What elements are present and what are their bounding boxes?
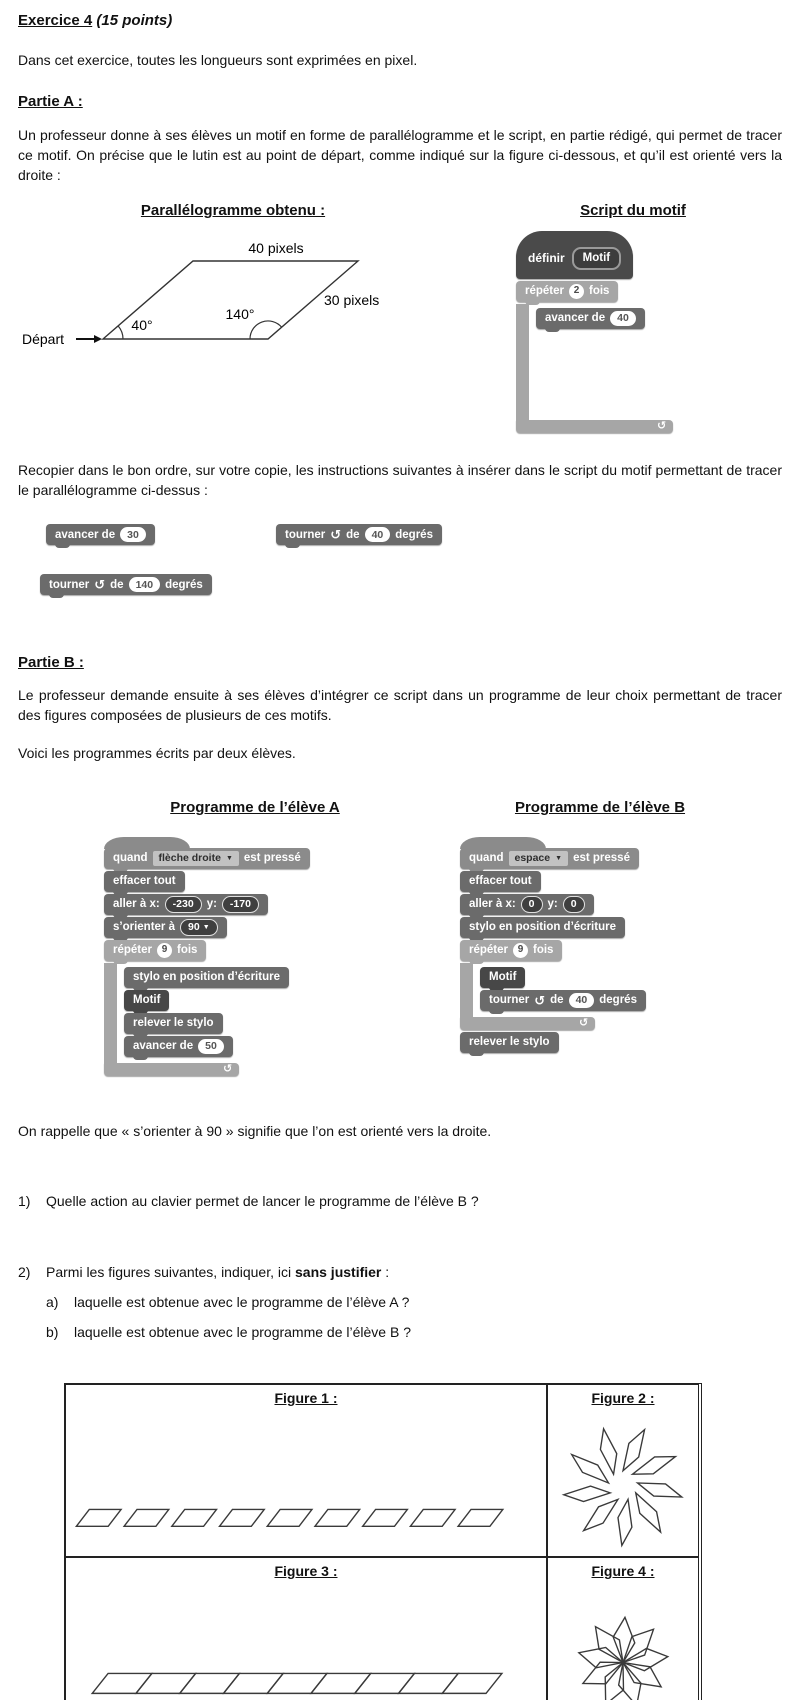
turn-counterclockwise-icon: ↺ [94,577,106,593]
tourner-value: 140 [129,577,161,592]
motif-parallelogram [92,1673,152,1693]
partB-voici: Voici les programmes écrits par deux élèves. [18,744,296,761]
quand-label: quand [469,852,504,865]
repeat-fois-label: fois [533,944,554,957]
intro-sentence: Dans cet exercice, toutes les longueurs sont exprimées en pixel. [18,52,418,69]
de-label: de [550,994,564,1007]
pen-down-block [124,967,289,988]
question-2-post: : [381,1264,390,1281]
turn-block [480,990,646,1011]
repeat-label: répéter [525,285,564,298]
figure1-drawing [71,1409,541,1556]
pen-up-label: relever le stylo [133,1017,214,1030]
tourner-label: tourner [489,994,530,1007]
figure4-drawing [547,1582,699,1700]
angle-right-label: 140° [225,306,255,323]
turn-counterclockwise-icon: ↺ [330,527,342,543]
repeat-count: 9 [157,943,172,958]
loose-block-avancer-30 [46,524,155,545]
repeat-header [516,281,618,302]
repeat-body [460,963,646,1017]
partB-heading: Partie B : [18,654,84,672]
repeat-block [104,940,289,1076]
goto-x-label: aller à x: [469,898,516,911]
de-label: de [110,578,124,591]
y-value: -170 [222,896,259,913]
motif-parallelogram [613,1617,635,1662]
pen-up-label: relever le stylo [469,1036,550,1049]
repeat-header [460,940,562,961]
goto-xy-block [104,894,268,915]
motif-call-block [480,967,525,988]
partA-figures-row [18,200,782,435]
question-2b [46,1323,782,1343]
clear-all-block [460,871,541,892]
angle-right-arc [250,321,282,339]
figure3-title: Figure 3 : [274,1563,338,1580]
partA-paragraph: Un professeur donne à ses élèves un motif en forme de parallélogramme et le script, en partie rédigé, qui permet de tracer ce motif. On précise que le lutin est au point de départ, comme indiqué sur la figure ci-dessous, et qu’il est orienté vers la droite : [18,127,782,184]
figure2-drawing [547,1409,699,1556]
repeat-footer [104,1063,239,1076]
loose-block-tourner-40 [276,524,442,545]
pen-down-label: stylo en position d’écriture [133,971,280,984]
question-2-number: 2) [18,1264,31,1281]
question-1-number: 1) [18,1192,31,1209]
dropdown-caret-icon: ▼ [202,923,210,931]
x-value: -230 [165,896,202,913]
repeat-block [516,281,673,433]
tourner-label: tourner [49,578,90,591]
repeat-count: 9 [513,943,528,958]
loop-arrow-icon: ↻ [578,1016,588,1029]
angle-left-label: 40° [131,317,153,334]
clear-label: effacer tout [113,875,176,888]
motif-script [516,231,768,434]
move-label: avancer de [133,1040,194,1053]
degres-label: degrés [165,578,203,591]
motif-parallelogram [355,1673,415,1693]
pen-down-label: stylo en position d’écriture [469,921,616,934]
motif-parallelogram [180,1673,240,1693]
repeat-count: 2 [569,284,584,299]
question-2-bold: sans justifier [295,1264,382,1281]
pen-up-block [460,1032,559,1053]
figure1-cell [65,1384,547,1557]
question-2b-number: b) [46,1324,59,1341]
loose-blocks-area [18,522,782,626]
figure2-cell [547,1384,699,1557]
direction-value [180,919,218,936]
motif-parallelogram [267,1673,327,1693]
motif-call-label: Motif [133,994,161,1007]
repeat-footer [516,420,673,433]
degres-label: degrés [599,994,637,1007]
question-2a-number: a) [46,1294,59,1311]
motif-parallelogram [442,1673,502,1693]
goto-y-label: y: [206,898,217,911]
partB-paragraph: Le professeur demande ensuite à ses élèves d’intégrer ce script dans un programme de leur choix permettant de tracer des figures composées de plusieurs de ces motifs. [18,686,782,723]
repeat-body [516,304,645,420]
presse-label: est pressé [243,852,301,865]
degres-label: degrés [395,528,433,541]
avancer-value: 30 [120,527,146,542]
clear-label: effacer tout [469,875,532,888]
motif-name-slot: Motif [572,247,621,269]
right-side-label: 30 pixels [324,292,380,309]
repeat-footer [460,1017,595,1030]
question-2a [46,1293,782,1313]
dropdown-caret-icon: ▼ [225,854,233,862]
direction-number: 90 [188,920,200,933]
program-a-panel [90,797,420,1077]
goto-x-label: aller à x: [113,898,160,911]
motif-parallelogram [458,1509,503,1526]
turn-value: 40 [569,993,595,1008]
top-side-label: 40 pixels [248,240,304,257]
key-value: flèche droite [158,851,221,864]
when-key-pressed-block [104,848,310,869]
program-b-panel [450,797,750,1077]
programs-row [18,797,782,1077]
figure4-title: Figure 4 : [591,1563,655,1580]
goto-y-label: y: [547,898,558,911]
motif-parallelogram [136,1673,196,1693]
consigne-paragraph: Recopier dans le bon ordre, sur votre copie, les instructions suivantes à insérer dans le script du motif permettant de tracer le parallélogramme ci-dessus : [18,461,782,498]
question-2-text [46,1263,389,1283]
question-1 [18,1192,782,1212]
question-1-text: Quelle action au clavier permet de lancer le programme de l’élève B ? [46,1192,479,1209]
motif-parallelogram [398,1673,458,1693]
question-2-pre: Parmi les figures suivantes, indiquer, ici [46,1264,295,1281]
question-2 [18,1263,782,1283]
motif-parallelogram [363,1509,408,1526]
repeat-fois-label: fois [589,285,610,298]
repeat-block [460,940,646,1030]
figures-table [64,1383,702,1700]
program-a-script [104,835,420,1078]
avancer-label: avancer de [55,528,116,541]
partA-heading: Partie A : [18,93,83,111]
motif-parallelogram [223,1673,283,1693]
motif-parallelogram [267,1509,312,1526]
motif-call-label: Motif [489,971,517,984]
program-b-script [460,835,750,1055]
motif-parallelogram [623,1430,645,1471]
turn-counterclockwise-icon: ↺ [534,992,546,1008]
parallelogram-title: Parallélogramme obtenu : [140,202,326,220]
start-label: Départ [22,331,65,348]
tourner-value: 40 [365,527,391,542]
motif-parallelogram [220,1509,265,1526]
key-value: espace [514,851,551,864]
x-value: 0 [521,896,543,913]
motif-parallelogram [315,1509,360,1526]
exercise-title-line [18,10,782,31]
figure1-title: Figure 1 : [274,1390,338,1407]
goto-xy-block [460,894,594,915]
point-direction-block [104,917,227,938]
question-2a-text: laquelle est obtenue avec le programme de l’élève A ? [74,1294,410,1311]
y-value: 0 [563,896,585,913]
loop-arrow-icon: ↻ [222,1062,232,1075]
clear-all-block [104,871,185,892]
parallelogram-drawing [18,239,468,367]
repeat-body [104,963,289,1063]
pen-down-block [460,917,625,938]
move-value: 50 [198,1039,224,1054]
when-key-pressed-block [460,848,639,869]
exercise-points: (15 points) [96,12,173,29]
figure4-cell [547,1557,699,1700]
loop-arrow-icon: ↻ [656,419,666,432]
define-motif-block [516,231,633,278]
motif-parallelogram [584,1492,618,1538]
move-value: 40 [610,311,636,326]
presse-label: est pressé [573,852,630,865]
key-dropdown [153,851,239,866]
key-dropdown [509,851,569,866]
rappel-sentence: On rappelle que « s’orienter à 90 » signifie que l’on est orienté vers la droite. [18,1122,492,1139]
parallelogram-panel [18,200,488,435]
move-block [124,1036,233,1057]
repeat-fois-label: fois [177,944,198,957]
repeat-label: répéter [113,944,152,957]
figure2-title: Figure 2 : [591,1390,655,1407]
tourner-label: tourner [285,528,326,541]
motif-parallelogram [564,1474,610,1513]
motif-parallelogram [124,1509,169,1526]
motif-parallelogram [632,1443,675,1488]
question-2b-text: laquelle est obtenue avec le programme de l’élève B ? [74,1324,411,1341]
de-label: de [346,528,360,541]
motif-call-block [124,990,169,1011]
move-label: avancer de [545,312,606,325]
exercise-title: Exercice 4 [18,12,93,29]
motif-script-panel [498,200,768,435]
program-b-title: Programme de l’élève B [514,799,686,817]
quand-label: quand [113,852,148,865]
angle-left-arc [118,326,123,339]
define-label: définir [528,251,565,266]
repeat-header [104,940,206,961]
orienter-label: s’orienter à [113,921,175,934]
motif-parallelogram [410,1509,455,1526]
move-block [536,308,645,329]
motif-script-title: Script du motif [580,202,686,220]
figure3-cell [65,1557,547,1700]
start-arrow-head [94,335,102,343]
repeat-label: répéter [469,944,508,957]
program-a-title: Programme de l’élève A [170,799,340,817]
motif-parallelogram [76,1509,121,1526]
motif-parallelogram [172,1509,217,1526]
pen-up-block [124,1013,223,1034]
motif-parallelogram [311,1673,371,1693]
figure3-drawing [71,1582,541,1700]
dropdown-caret-icon: ▼ [555,854,563,862]
loose-block-tourner-140 [40,574,212,595]
